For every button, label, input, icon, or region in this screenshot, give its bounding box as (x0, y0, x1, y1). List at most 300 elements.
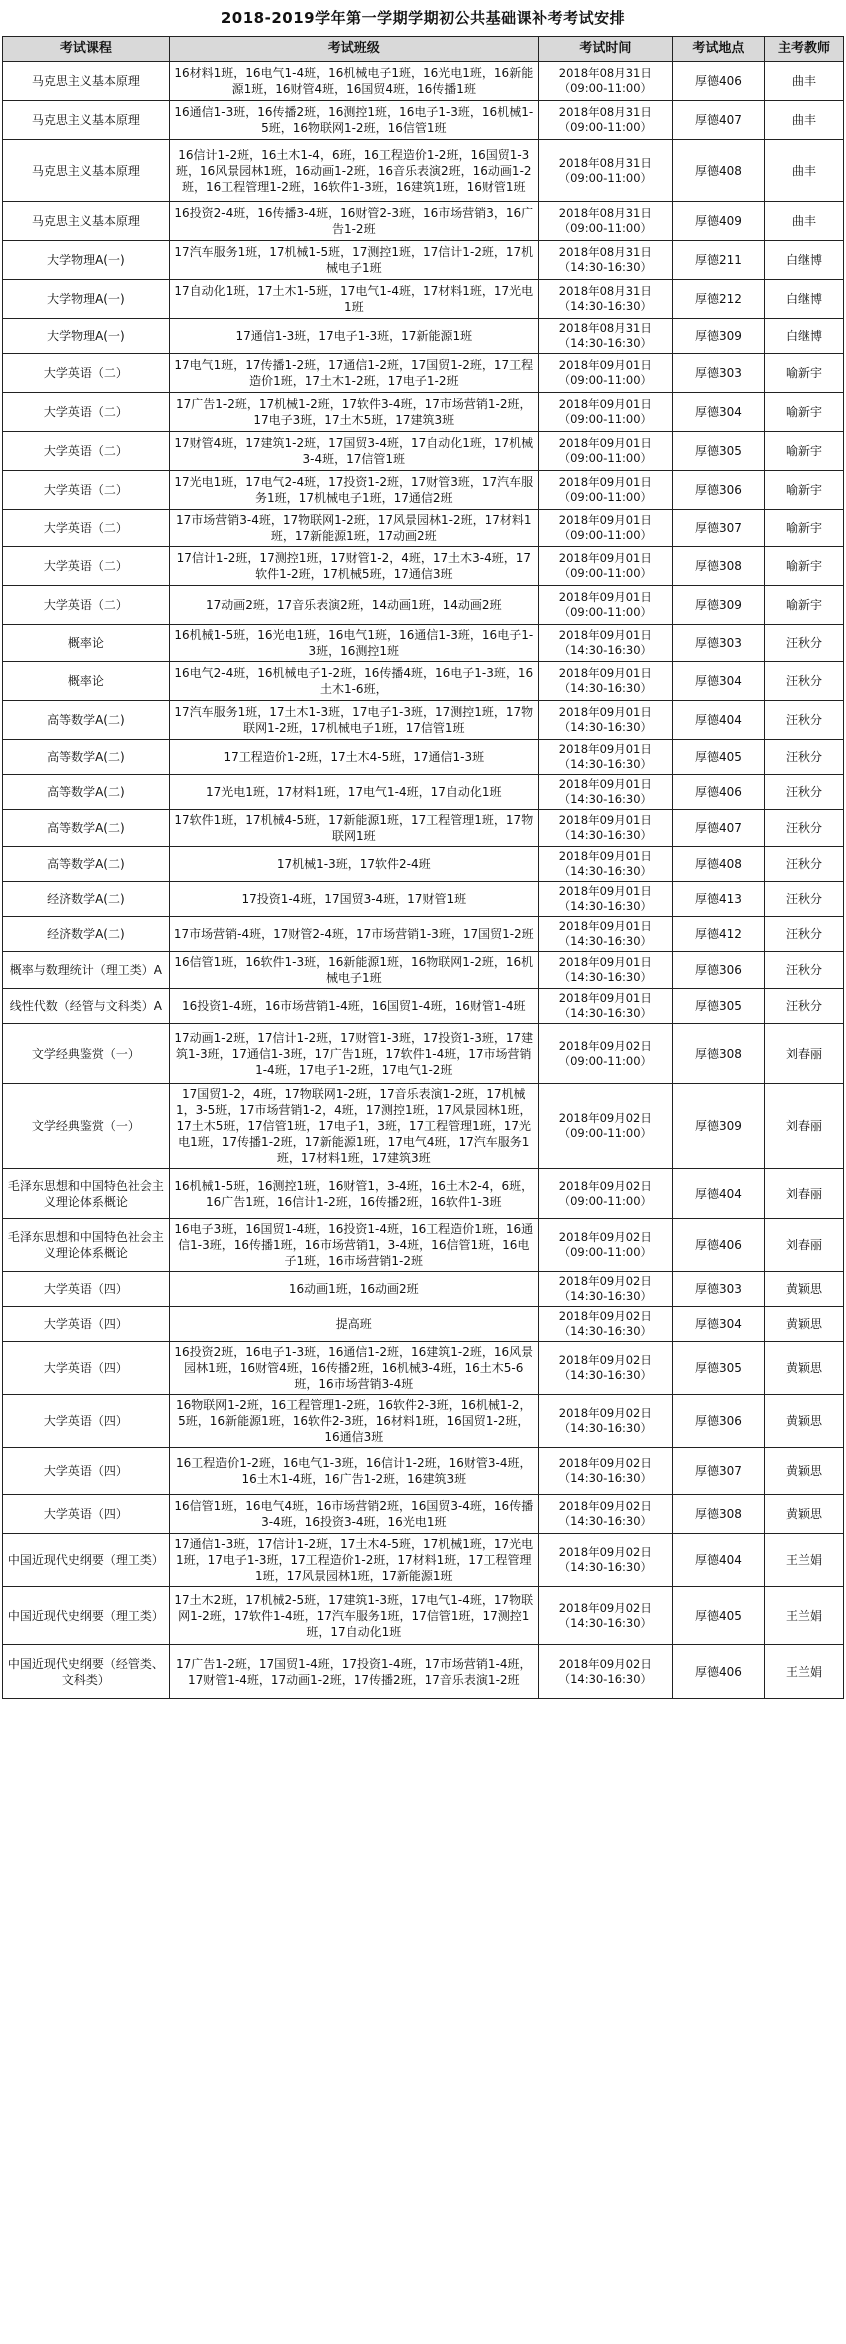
cell-teacher: 刘春丽 (765, 1219, 844, 1272)
cell-course: 中国近现代史纲要（理工类） (3, 1587, 170, 1645)
table-row (3, 917, 844, 952)
table-row (3, 510, 844, 547)
cell-course: 大学物理A(一) (3, 319, 170, 354)
exam-time: （09:00-11:00） (558, 605, 653, 619)
cell-classes: 17通信1-3班，17电子1-3班，17新能源1班 (169, 319, 538, 354)
table-row (3, 1645, 844, 1699)
cell-room: 厚德308 (672, 1495, 764, 1534)
cell-teacher: 汪秋分 (765, 882, 844, 917)
cell-time (538, 701, 672, 740)
cell-room: 厚德407 (672, 101, 764, 140)
table-row (3, 140, 844, 202)
cell-course: 马克思主义基本原理 (3, 140, 170, 202)
cell-room: 厚德308 (672, 547, 764, 586)
cell-time (538, 432, 672, 471)
table-body (3, 62, 844, 1699)
table-row (3, 1534, 844, 1587)
cell-room: 厚德405 (672, 1587, 764, 1645)
table-row (3, 662, 844, 701)
cell-time (538, 1307, 672, 1342)
cell-room: 厚德406 (672, 1219, 764, 1272)
cell-teacher: 王兰娟 (765, 1587, 844, 1645)
table-row (3, 393, 844, 432)
cell-time (538, 510, 672, 547)
table-row (3, 847, 844, 882)
cell-course: 文学经典鉴赏（一） (3, 1024, 170, 1084)
header-time: 考试时间 (538, 37, 672, 62)
cell-time (538, 547, 672, 586)
cell-teacher: 喻新宇 (765, 432, 844, 471)
exam-time: （09:00-11:00） (558, 373, 653, 387)
cell-classes: 17广告1-2班，17国贸1-4班，17投资1-4班，17市场营销1-4班，17财管1-4班，17动画1-2班，17传播2班，17音乐表演1-2班 (169, 1645, 538, 1699)
cell-course: 大学英语（二） (3, 510, 170, 547)
cell-classes: 17国贸1-2，4班，17物联网1-2班，17音乐表演1-2班，17机械1，3-5班，17市场营销1-2，4班，17测控1班，17风景园林1班，17土木5班，17信管1班，17电子1，3班，17工程管理1班，17光电1班，17传播1-2班，17新能源1班，17电气4班，17汽车服务1班，17材料1班，17建筑3班 (169, 1084, 538, 1169)
exam-time: （09:00-11:00） (558, 566, 653, 580)
table-row (3, 280, 844, 319)
cell-room: 厚德303 (672, 625, 764, 662)
cell-teacher: 曲丰 (765, 140, 844, 202)
cell-teacher: 曲丰 (765, 101, 844, 140)
table-row (3, 62, 844, 101)
cell-time (538, 1272, 672, 1307)
cell-course: 大学英语（四） (3, 1495, 170, 1534)
cell-classes: 16信管1班，16软件1-3班，16新能源1班，16物联网1-2班，16机械电子1班 (169, 952, 538, 989)
exam-date: 2018年09月02日 (558, 1499, 652, 1513)
exam-date: 2018年09月02日 (558, 1230, 652, 1244)
cell-teacher: 黄颖思 (765, 1495, 844, 1534)
exam-time: （09:00-11:00） (558, 81, 653, 95)
cell-teacher: 白继博 (765, 280, 844, 319)
cell-course: 经济数学A(二) (3, 882, 170, 917)
table-row (3, 625, 844, 662)
cell-room: 厚德305 (672, 989, 764, 1024)
exam-time: （14:30-16:30） (558, 757, 653, 771)
cell-teacher: 汪秋分 (765, 989, 844, 1024)
table-row (3, 882, 844, 917)
cell-classes: 16信管1班，16电气4班，16市场营销2班，16国贸3-4班，16传播3-4班，16投资3-4班，16光电1班 (169, 1495, 538, 1534)
cell-teacher: 王兰娟 (765, 1534, 844, 1587)
cell-room: 厚德305 (672, 432, 764, 471)
cell-course: 概率论 (3, 662, 170, 701)
exam-date: 2018年08月31日 (558, 321, 652, 335)
cell-course: 高等数学A(二) (3, 701, 170, 740)
exam-date: 2018年09月01日 (558, 475, 652, 489)
cell-course: 高等数学A(二) (3, 847, 170, 882)
table-row (3, 952, 844, 989)
exam-time: （09:00-11:00） (558, 490, 653, 504)
exam-date: 2018年09月02日 (558, 1309, 652, 1323)
cell-course: 马克思主义基本原理 (3, 202, 170, 241)
table-row (3, 1272, 844, 1307)
cell-time (538, 62, 672, 101)
cell-classes: 16电子3班，16国贸1-4班，16投资1-4班，16工程造价1班，16通信1-3班，16传播1班，16市场营销1，3-4班，16信管1班，16电子1班，16市场营销1-2班 (169, 1219, 538, 1272)
table-row (3, 101, 844, 140)
exam-date: 2018年09月02日 (558, 1111, 652, 1125)
exam-time: （14:30-16:30） (558, 1368, 653, 1382)
cell-room: 厚德212 (672, 280, 764, 319)
cell-teacher: 汪秋分 (765, 701, 844, 740)
exam-time: （14:30-16:30） (558, 336, 653, 350)
header-teacher: 主考教师 (765, 37, 844, 62)
exam-date: 2018年09月01日 (558, 919, 652, 933)
table-row (3, 241, 844, 280)
exam-time: （14:30-16:30） (558, 934, 653, 948)
exam-date: 2018年08月31日 (558, 206, 652, 220)
cell-room: 厚德306 (672, 471, 764, 510)
cell-time (538, 775, 672, 810)
cell-classes: 17光电1班，17电气2-4班，17投资1-2班，17财管3班，17汽车服务1班，17机械电子1班，17通信2班 (169, 471, 538, 510)
cell-room: 厚德404 (672, 701, 764, 740)
cell-teacher: 曲丰 (765, 202, 844, 241)
cell-teacher: 白继博 (765, 241, 844, 280)
exam-date: 2018年09月01日 (558, 813, 652, 827)
cell-course: 中国近现代史纲要（理工类） (3, 1534, 170, 1587)
cell-time (538, 393, 672, 432)
cell-time (538, 1024, 672, 1084)
cell-time (538, 1448, 672, 1495)
table-row (3, 1024, 844, 1084)
cell-classes: 17通信1-3班，17信计1-2班，17土木4-5班，17机械1班，17光电1班，17电子1-3班，17工程造价1-2班，17材料1班，17工程管理1班，17风景园林1班，17新能源1班 (169, 1534, 538, 1587)
exam-date: 2018年09月01日 (558, 358, 652, 372)
cell-time (538, 989, 672, 1024)
exam-time: （09:00-11:00） (558, 1126, 653, 1140)
header-room: 考试地点 (672, 37, 764, 62)
exam-time: （14:30-16:30） (558, 720, 653, 734)
cell-classes: 16动画1班，16动画2班 (169, 1272, 538, 1307)
cell-time (538, 847, 672, 882)
cell-time (538, 1169, 672, 1219)
exam-date: 2018年09月01日 (558, 884, 652, 898)
table-row (3, 1495, 844, 1534)
cell-teacher: 汪秋分 (765, 625, 844, 662)
cell-room: 厚德408 (672, 140, 764, 202)
cell-teacher: 喻新宇 (765, 510, 844, 547)
exam-time: （14:30-16:30） (558, 1289, 653, 1303)
cell-teacher: 汪秋分 (765, 662, 844, 701)
cell-room: 厚德406 (672, 1645, 764, 1699)
exam-time: （14:30-16:30） (558, 1671, 653, 1686)
cell-teacher: 汪秋分 (765, 847, 844, 882)
cell-time (538, 202, 672, 241)
cell-teacher: 黄颖思 (765, 1395, 844, 1448)
exam-date: 2018年09月01日 (558, 742, 652, 756)
cell-classes: 17动画2班，17音乐表演2班，14动画1班，14动画2班 (169, 586, 538, 625)
cell-course: 大学英语（二） (3, 586, 170, 625)
cell-classes: 17光电1班，17材料1班，17电气1-4班，17自动化1班 (169, 775, 538, 810)
cell-classes: 16通信1-3班，16传播2班，16测控1班，16电子1-3班，16机械1-5班，16物联网1-2班，16信管1班 (169, 101, 538, 140)
exam-date: 2018年09月02日 (558, 1406, 652, 1420)
cell-course: 中国近现代史纲要（经管类、文科类） (3, 1645, 170, 1699)
cell-classes: 17广告1-2班，17机械1-2班，17软件3-4班，17市场营销1-2班，17电子3班，17土木5班，17建筑3班 (169, 393, 538, 432)
cell-course: 大学英语（四） (3, 1448, 170, 1495)
exam-time: （14:30-16:30） (558, 260, 653, 274)
cell-teacher: 曲丰 (765, 62, 844, 101)
exam-time: （14:30-16:30） (558, 1514, 653, 1528)
cell-room: 厚德305 (672, 1342, 764, 1395)
table-row (3, 319, 844, 354)
cell-classes: 17汽车服务1班，17土木1-3班，17电子1-3班，17测控1班，17物联网1-2班，17机械电子1班，17信管1班 (169, 701, 538, 740)
table-row (3, 1084, 844, 1169)
exam-date: 2018年09月01日 (558, 705, 652, 719)
cell-classes: 17土木2班，17机械2-5班，17建筑1-3班，17电气1-4班，17物联网1-2班，17软件1-4班，17汽车服务1班，17信管1班，17测控1班，17自动化1班 (169, 1587, 538, 1645)
exam-date: 2018年09月02日 (558, 1353, 652, 1367)
exam-time: （09:00-11:00） (558, 451, 653, 465)
cell-classes: 16工程造价1-2班，16电气1-3班，16信计1-2班，16财管3-4班，16土木1-4班，16广告1-2班，16建筑3班 (169, 1448, 538, 1495)
exam-date: 2018年09月01日 (558, 955, 652, 969)
exam-time: （14:30-16:30） (558, 299, 653, 313)
cell-classes: 17软件1班，17机械4-5班，17新能源1班，17工程管理1班，17物联网1班 (169, 810, 538, 847)
cell-teacher: 喻新宇 (765, 547, 844, 586)
exam-date: 2018年09月01日 (558, 991, 652, 1005)
cell-room: 厚德406 (672, 775, 764, 810)
cell-classes: 17电气1班，17传播1-2班，17通信1-2班，17国贸1-2班，17工程造价1班，17土木1-2班，17电子1-2班 (169, 354, 538, 393)
exam-time: （09:00-11:00） (558, 1245, 653, 1259)
exam-time: （14:30-16:30） (558, 792, 653, 806)
cell-course: 概率论 (3, 625, 170, 662)
exam-time: （14:30-16:30） (558, 1324, 653, 1338)
cell-teacher: 汪秋分 (765, 810, 844, 847)
table-row (3, 810, 844, 847)
cell-room: 厚德408 (672, 847, 764, 882)
cell-room: 厚德308 (672, 1024, 764, 1084)
cell-room: 厚德304 (672, 393, 764, 432)
table-row (3, 354, 844, 393)
cell-time (538, 1084, 672, 1169)
table-row (3, 1169, 844, 1219)
table-row (3, 586, 844, 625)
exam-date: 2018年08月31日 (558, 105, 652, 119)
cell-course: 毛泽东思想和中国特色社会主义理论体系概论 (3, 1219, 170, 1272)
cell-room: 厚德309 (672, 319, 764, 354)
cell-teacher: 白继博 (765, 319, 844, 354)
cell-course: 概率与数理统计（理工类）A (3, 952, 170, 989)
cell-teacher: 汪秋分 (765, 775, 844, 810)
cell-classes: 17工程造价1-2班，17土木4-5班，17通信1-3班 (169, 740, 538, 775)
cell-course: 高等数学A(二) (3, 740, 170, 775)
cell-classes: 17投资1-4班，17国贸3-4班，17财管1班 (169, 882, 538, 917)
cell-time (538, 586, 672, 625)
cell-course: 大学英语（二） (3, 432, 170, 471)
cell-time (538, 810, 672, 847)
cell-classes: 16投资2班，16电子1-3班，16通信1-2班，16建筑1-2班，16风景园林1班，16财管4班，16传播2班，16机械3-4班，16土木5-6班，16市场营销3-4班 (169, 1342, 538, 1395)
cell-course: 高等数学A(二) (3, 810, 170, 847)
cell-time (538, 1534, 672, 1587)
cell-time (538, 241, 672, 280)
cell-time (538, 662, 672, 701)
cell-teacher: 喻新宇 (765, 586, 844, 625)
table-row (3, 1342, 844, 1395)
cell-time (538, 471, 672, 510)
table-row (3, 701, 844, 740)
header-course: 考试课程 (3, 37, 170, 62)
cell-room: 厚德304 (672, 1307, 764, 1342)
cell-classes: 16物联网1-2班，16工程管理1-2班，16软件2-3班，16机械1-2，5班，16新能源1班，16软件2-3班，16材料1班，16国贸1-2班，16通信3班 (169, 1395, 538, 1448)
cell-course: 马克思主义基本原理 (3, 62, 170, 101)
cell-course: 大学英语（二） (3, 354, 170, 393)
exam-date: 2018年09月01日 (558, 666, 652, 680)
cell-course: 线性代数（经管与文科类）A (3, 989, 170, 1024)
cell-teacher: 喻新宇 (765, 393, 844, 432)
cell-time (538, 1219, 672, 1272)
cell-course: 大学英语（四） (3, 1307, 170, 1342)
cell-teacher: 喻新宇 (765, 354, 844, 393)
exam-date: 2018年09月02日 (558, 1656, 652, 1671)
exam-time: （09:00-11:00） (558, 1053, 653, 1068)
exam-date: 2018年08月31日 (558, 66, 652, 80)
exam-time: （09:00-11:00） (558, 1193, 653, 1208)
cell-classes: 16材料1班，16电气1-4班，16机械电子1班，16光电1班，16新能源1班，16财管4班，16国贸4班，16传播1班 (169, 62, 538, 101)
cell-classes: 17信计1-2班，17测控1班，17财管1-2，4班，17土木3-4班，17软件1-2班，17机械5班，17通信3班 (169, 547, 538, 586)
cell-classes: 17财管4班，17建筑1-2班，17国贸3-4班，17自动化1班，17机械3-4班，17信管1班 (169, 432, 538, 471)
cell-room: 厚德405 (672, 740, 764, 775)
table-row (3, 1587, 844, 1645)
cell-course: 大学物理A(一) (3, 241, 170, 280)
cell-time (538, 140, 672, 202)
table-row (3, 1395, 844, 1448)
cell-classes: 16投资1-4班，16市场营销1-4班，16国贸1-4班，16财管1-4班 (169, 989, 538, 1024)
cell-teacher: 汪秋分 (765, 740, 844, 775)
cell-room: 厚德307 (672, 1448, 764, 1495)
exam-time: （14:30-16:30） (558, 1560, 653, 1574)
cell-course: 大学英语（二） (3, 547, 170, 586)
cell-teacher: 黄颖思 (765, 1272, 844, 1307)
cell-room: 厚德306 (672, 952, 764, 989)
cell-course: 经济数学A(二) (3, 917, 170, 952)
table-row (3, 989, 844, 1024)
cell-course: 大学英语（四） (3, 1272, 170, 1307)
table-row (3, 202, 844, 241)
exam-date: 2018年09月01日 (558, 777, 652, 791)
cell-classes: 16机械1-5班，16光电1班，16电气1班，16通信1-3班，16电子1-3班，16测控1班 (169, 625, 538, 662)
table-row (3, 471, 844, 510)
exam-date: 2018年09月02日 (558, 1600, 652, 1615)
cell-classes: 提高班 (169, 1307, 538, 1342)
exam-time: （14:30-16:30） (558, 681, 653, 695)
cell-time (538, 1495, 672, 1534)
cell-classes: 16投资2-4班，16传播3-4班，16财管2-3班，16市场营销3，16广告1-2班 (169, 202, 538, 241)
cell-classes: 16机械1-5班，16测控1班，16财管1，3-4班，16土木2-4，6班，16广告1班，16信计1-2班，16传播2班，16软件1-3班 (169, 1169, 538, 1219)
table-row (3, 432, 844, 471)
cell-time (538, 1395, 672, 1448)
exam-date: 2018年09月02日 (558, 1456, 652, 1470)
cell-classes: 17汽车服务1班，17机械1-5班，17测控1班，17信计1-2班，17机械电子1班 (169, 241, 538, 280)
cell-time (538, 280, 672, 319)
exam-time: （14:30-16:30） (558, 1006, 653, 1020)
cell-course: 毛泽东思想和中国特色社会主义理论体系概论 (3, 1169, 170, 1219)
exam-date: 2018年09月01日 (558, 628, 652, 642)
exam-time: （09:00-11:00） (558, 221, 653, 235)
exam-time: （09:00-11:00） (558, 412, 653, 426)
cell-room: 厚德404 (672, 1534, 764, 1587)
exam-date: 2018年09月01日 (558, 513, 652, 527)
table-row (3, 740, 844, 775)
cell-room: 厚德307 (672, 510, 764, 547)
cell-room: 厚德211 (672, 241, 764, 280)
cell-time (538, 101, 672, 140)
exam-date: 2018年09月02日 (558, 1178, 652, 1193)
exam-time: （14:30-16:30） (558, 1471, 653, 1485)
cell-classes: 17自动化1班，17土木1-5班，17电气1-4班，17材料1班，17光电1班 (169, 280, 538, 319)
page-title: 2018-2019学年第一学期学期初公共基础课补考考试安排 (220, 9, 626, 27)
cell-classes: 17机械1-3班，17软件2-4班 (169, 847, 538, 882)
cell-course: 大学英语（四） (3, 1395, 170, 1448)
cell-classes: 17市场营销-4班，17财管2-4班，17市场营销1-3班，17国贸1-2班 (169, 917, 538, 952)
cell-course: 大学英语（二） (3, 393, 170, 432)
exam-date: 2018年08月31日 (558, 245, 652, 259)
cell-teacher: 汪秋分 (765, 952, 844, 989)
cell-teacher: 黄颖思 (765, 1307, 844, 1342)
exam-date: 2018年09月01日 (558, 397, 652, 411)
table-row (3, 1219, 844, 1272)
exam-date: 2018年09月01日 (558, 436, 652, 450)
cell-teacher: 刘春丽 (765, 1024, 844, 1084)
exam-time: （14:30-16:30） (558, 1615, 653, 1630)
exam-time: （09:00-11:00） (558, 528, 653, 542)
cell-time (538, 1342, 672, 1395)
cell-time (538, 952, 672, 989)
table-header-row (3, 37, 844, 62)
exam-time: （14:30-16:30） (558, 643, 653, 657)
cell-time (538, 882, 672, 917)
cell-course: 大学英语（四） (3, 1342, 170, 1395)
cell-course: 大学物理A(一) (3, 280, 170, 319)
cell-teacher: 黄颖思 (765, 1448, 844, 1495)
exam-date: 2018年09月01日 (558, 551, 652, 565)
exam-time: （14:30-16:30） (558, 970, 653, 984)
cell-room: 厚德309 (672, 1084, 764, 1169)
cell-teacher: 黄颖思 (765, 1342, 844, 1395)
cell-room: 厚德304 (672, 662, 764, 701)
cell-course: 大学英语（二） (3, 471, 170, 510)
cell-course: 文学经典鉴赏（一） (3, 1084, 170, 1169)
exam-date: 2018年09月02日 (558, 1274, 652, 1288)
cell-teacher: 汪秋分 (765, 917, 844, 952)
exam-date: 2018年08月31日 (558, 284, 652, 298)
exam-schedule-table (2, 36, 844, 1699)
cell-room: 厚德309 (672, 586, 764, 625)
exam-time: （14:30-16:30） (558, 828, 653, 842)
table-row (3, 1307, 844, 1342)
cell-course: 高等数学A(二) (3, 775, 170, 810)
cell-time (538, 1645, 672, 1699)
cell-room: 厚德412 (672, 917, 764, 952)
exam-date: 2018年09月01日 (558, 849, 652, 863)
exam-date: 2018年09月02日 (558, 1038, 652, 1053)
exam-date: 2018年09月01日 (558, 590, 652, 604)
cell-classes: 17动画1-2班，17信计1-2班，17财管1-3班，17投资1-3班，17建筑1-3班，17通信1-3班，17广告1班，17软件1-4班，17市场营销1-4班，17电子1-2班，17电气1-2班 (169, 1024, 538, 1084)
exam-time: （14:30-16:30） (558, 864, 653, 878)
header-classes: 考试班级 (169, 37, 538, 62)
cell-room: 厚德407 (672, 810, 764, 847)
cell-room: 厚德306 (672, 1395, 764, 1448)
cell-room: 厚德303 (672, 1272, 764, 1307)
cell-room: 厚德404 (672, 1169, 764, 1219)
table-row (3, 547, 844, 586)
cell-time (538, 1587, 672, 1645)
exam-date: 2018年09月02日 (558, 1545, 652, 1559)
exam-time: （09:00-11:00） (558, 120, 653, 134)
cell-time (538, 354, 672, 393)
exam-time: （14:30-16:30） (558, 1421, 653, 1435)
cell-classes: 17市场营销3-4班，17物联网1-2班，17风景园林1-2班，17材料1班，17新能源1班，17动画2班 (169, 510, 538, 547)
table-row (3, 1448, 844, 1495)
exam-time: （14:30-16:30） (558, 899, 653, 913)
cell-room: 厚德409 (672, 202, 764, 241)
cell-teacher: 王兰娟 (765, 1645, 844, 1699)
cell-teacher: 刘春丽 (765, 1169, 844, 1219)
exam-date: 2018年08月31日 (558, 155, 652, 170)
cell-time (538, 625, 672, 662)
